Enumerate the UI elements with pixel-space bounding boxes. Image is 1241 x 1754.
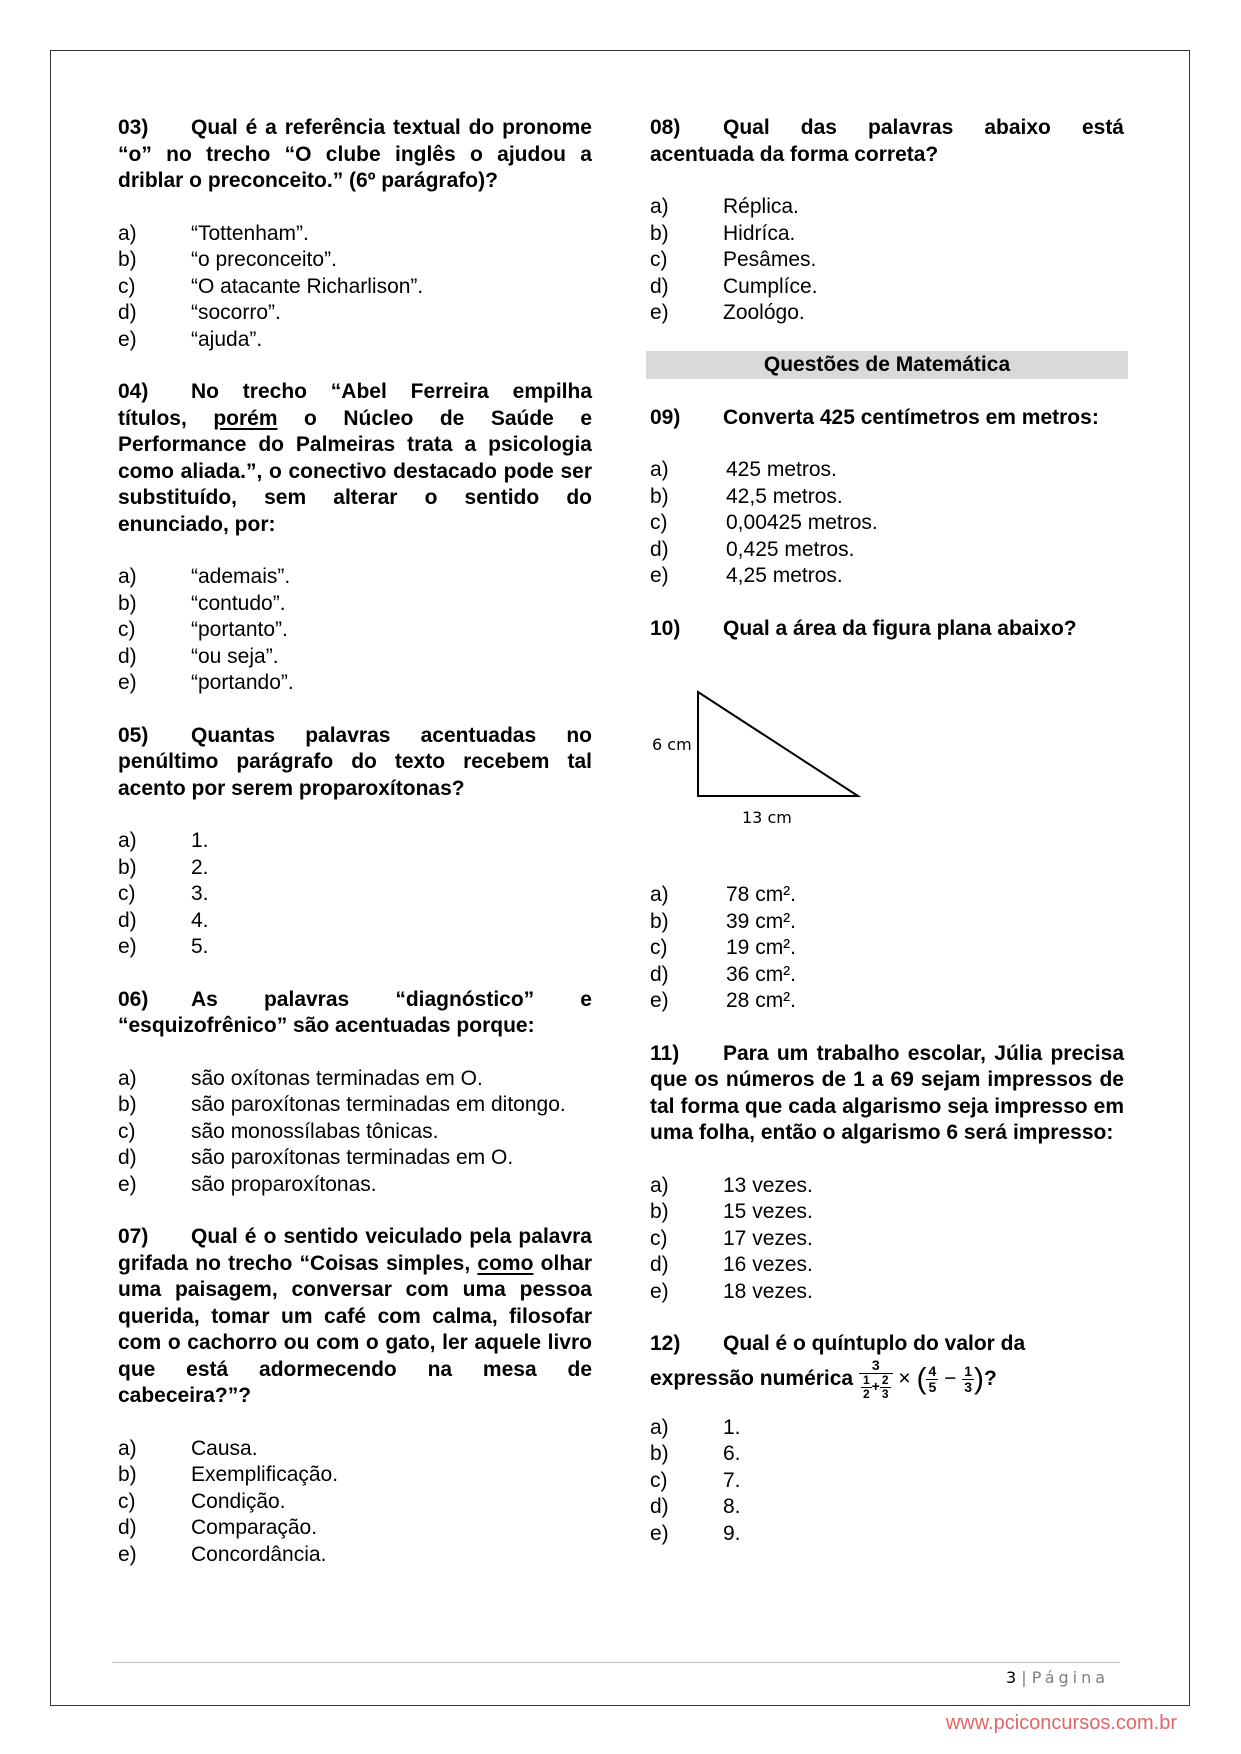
option-letter: e) bbox=[650, 1521, 669, 1545]
option-letter: c) bbox=[650, 511, 668, 534]
fraction-denominator: 2 bbox=[862, 1386, 870, 1401]
option-text: 2. bbox=[191, 855, 209, 879]
option-text: “O atacante Richarlison”. bbox=[191, 274, 424, 298]
option-e bbox=[118, 1542, 592, 1569]
option-d bbox=[118, 644, 592, 671]
option-c bbox=[650, 510, 1124, 537]
question-10 bbox=[650, 616, 1124, 643]
options-04 bbox=[118, 564, 592, 697]
option-b bbox=[650, 221, 1124, 248]
option-text: “portanto”. bbox=[191, 618, 288, 641]
option-a bbox=[118, 1066, 592, 1093]
option-letter: e) bbox=[650, 301, 669, 324]
option-letter: d) bbox=[118, 301, 137, 324]
question-text-line2: expressão numérica bbox=[650, 1366, 854, 1390]
fraction-numerator: 1 bbox=[964, 1362, 973, 1379]
question-07 bbox=[118, 1224, 592, 1410]
triangle-figure bbox=[650, 668, 1124, 868]
option-text: 425 metros. bbox=[726, 458, 837, 481]
option-letter: a) bbox=[650, 1173, 669, 1197]
question-05 bbox=[118, 723, 592, 803]
question-number: 09) bbox=[650, 405, 681, 429]
option-letter: d) bbox=[118, 908, 137, 932]
option-text: 6. bbox=[723, 1442, 741, 1465]
option-letter: e) bbox=[118, 1172, 137, 1196]
option-d bbox=[118, 300, 592, 327]
question-text-line1: Qual é o quíntuplo do valor da bbox=[723, 1332, 1026, 1355]
option-letter: d) bbox=[650, 274, 669, 298]
option-text: são oxítonas terminadas em O. bbox=[191, 1066, 483, 1090]
option-a bbox=[650, 194, 1124, 221]
option-letter: e) bbox=[650, 1279, 669, 1303]
option-text: 3. bbox=[191, 882, 209, 905]
option-letter: b) bbox=[118, 855, 137, 879]
option-text: “ou seja”. bbox=[191, 644, 279, 668]
page-number: 3 bbox=[1006, 1668, 1017, 1687]
option-text: Condição. bbox=[191, 1489, 286, 1513]
option-c bbox=[650, 247, 1124, 274]
underlined-word: porém bbox=[213, 406, 278, 430]
height-label: 6 cm bbox=[652, 735, 692, 754]
left-column bbox=[118, 115, 592, 1594]
option-d bbox=[650, 537, 1124, 564]
section-title-math: Questões de Matemática bbox=[646, 351, 1128, 379]
option-text: Pesâmes. bbox=[723, 248, 817, 271]
options-05 bbox=[118, 828, 592, 961]
option-letter: e) bbox=[650, 989, 669, 1012]
question-text: As palavras “diagnóstico” e “esquizofrênico” são acentuadas porque: bbox=[118, 987, 592, 1037]
option-c bbox=[650, 1226, 1124, 1253]
site-watermark: www.pciconcursos.com.br bbox=[945, 1712, 1177, 1734]
option-text: 78 cm². bbox=[726, 883, 797, 906]
option-letter: a) bbox=[118, 1436, 137, 1460]
option-b bbox=[650, 909, 1124, 936]
page-number-footer bbox=[1006, 1668, 1109, 1687]
option-letter: d) bbox=[650, 962, 669, 986]
question-number: 07) bbox=[118, 1225, 149, 1248]
question-text: Para um trabalho escolar, Júlia precisa que os números de 1 a 69 sejam impressos de tal forma que cada algarismo seja impresso em uma folha, então o algarismo 6 será impresso: bbox=[650, 1041, 1124, 1144]
option-a bbox=[118, 564, 592, 591]
option-text: Exemplificação. bbox=[191, 1463, 339, 1486]
options-08 bbox=[650, 194, 1124, 327]
option-a bbox=[650, 457, 1124, 484]
option-e bbox=[650, 563, 1124, 590]
option-letter: b) bbox=[650, 221, 669, 245]
minus-sign: − bbox=[944, 1366, 957, 1390]
option-letter: b) bbox=[650, 1200, 669, 1223]
option-c bbox=[118, 274, 592, 301]
option-letter: a) bbox=[650, 195, 669, 218]
option-letter: a) bbox=[650, 883, 669, 906]
question-12 bbox=[650, 1331, 1124, 1401]
option-letter: b) bbox=[118, 1093, 137, 1116]
question-text: Qual das palavras abaixo está acentuada da forma correta? bbox=[650, 116, 1124, 166]
option-e bbox=[118, 1172, 592, 1199]
option-d bbox=[650, 274, 1124, 301]
option-text: Zoológo. bbox=[723, 301, 805, 324]
option-text: 13 vezes. bbox=[723, 1173, 813, 1197]
option-letter: b) bbox=[118, 1463, 137, 1486]
option-e bbox=[118, 934, 592, 961]
option-letter: c) bbox=[650, 1226, 668, 1250]
option-letter: c) bbox=[118, 882, 136, 905]
inner-fraction-b bbox=[880, 1374, 891, 1401]
option-letter: c) bbox=[650, 248, 668, 271]
options-09 bbox=[650, 457, 1124, 590]
right-triangle-shape bbox=[698, 692, 858, 796]
option-text: são monossílabas tônicas. bbox=[191, 1119, 439, 1143]
option-text: 28 cm². bbox=[726, 989, 797, 1012]
option-letter: d) bbox=[118, 1146, 137, 1169]
question-number: 04) bbox=[118, 380, 149, 403]
paren-fraction-a bbox=[926, 1364, 938, 1395]
paren-fraction-b bbox=[962, 1364, 974, 1395]
option-letter: a) bbox=[650, 1415, 669, 1439]
option-letter: e) bbox=[118, 935, 137, 958]
fraction-numerator: 2 bbox=[881, 1372, 889, 1387]
option-letter: c) bbox=[118, 1489, 136, 1513]
right-column bbox=[650, 115, 1124, 1573]
option-letter: d) bbox=[118, 1516, 137, 1539]
option-e bbox=[650, 1521, 1124, 1548]
base-label: 13 cm bbox=[742, 808, 792, 827]
options-10 bbox=[650, 882, 1124, 1015]
option-letter: c) bbox=[118, 274, 136, 298]
option-text: 0,00425 metros. bbox=[726, 511, 878, 534]
fraction-denominator: 3 bbox=[881, 1386, 889, 1401]
question-text: Qual é a referência textual do pronome “o” no trecho “O clube inglês o ajudou a driblar o preconceito.” (6º parágrafo)? bbox=[118, 116, 592, 192]
option-letter: e) bbox=[650, 564, 669, 587]
option-letter: a) bbox=[118, 221, 137, 245]
option-text: 1. bbox=[723, 1415, 741, 1439]
option-letter: d) bbox=[650, 1253, 669, 1276]
option-b bbox=[650, 484, 1124, 511]
option-letter: a) bbox=[118, 1066, 137, 1090]
option-e bbox=[118, 327, 592, 354]
question-text: Qual a área da figura plana abaixo? bbox=[723, 616, 1077, 640]
option-b bbox=[650, 1441, 1124, 1468]
option-b bbox=[118, 247, 592, 274]
option-letter: b) bbox=[118, 248, 137, 271]
option-a bbox=[118, 1436, 592, 1463]
option-a bbox=[650, 882, 1124, 909]
option-d bbox=[650, 962, 1124, 989]
option-text: “portando”. bbox=[191, 671, 294, 694]
option-text: 9. bbox=[723, 1521, 741, 1545]
option-b bbox=[118, 591, 592, 618]
option-d bbox=[118, 908, 592, 935]
option-d bbox=[118, 1515, 592, 1542]
option-letter: e) bbox=[118, 327, 137, 351]
fraction-denominator bbox=[859, 1374, 893, 1401]
option-letter: e) bbox=[118, 671, 137, 694]
option-b bbox=[118, 1462, 592, 1489]
option-a bbox=[650, 1415, 1124, 1442]
option-e bbox=[650, 1279, 1124, 1306]
option-letter: c) bbox=[118, 1119, 136, 1143]
question-number: 06) bbox=[118, 987, 149, 1011]
option-text: Causa. bbox=[191, 1436, 258, 1460]
fraction-denominator: 3 bbox=[964, 1378, 973, 1395]
question-text-before: No trecho “Abel Ferreira empilha títulos, bbox=[118, 380, 592, 430]
underlined-word: como bbox=[477, 1251, 534, 1275]
question-text-after: o Núcleo de Saúde e Performance do Palmeiras trata a psicologia como aliada.”, o conectivo destacado pode ser substituído, sem alterar o sentido do enunciado, por: bbox=[118, 406, 593, 536]
option-text: 4. bbox=[191, 908, 209, 932]
question-number: 05) bbox=[118, 723, 149, 747]
question-number: 10) bbox=[650, 616, 681, 640]
option-d bbox=[650, 1252, 1124, 1279]
option-text: são paroxítonas terminadas em ditongo. bbox=[191, 1093, 566, 1116]
option-text: são proparoxítonas. bbox=[191, 1172, 377, 1196]
option-a bbox=[118, 828, 592, 855]
option-letter: b) bbox=[650, 484, 669, 508]
fraction-numerator: 3 bbox=[859, 1358, 893, 1374]
question-03 bbox=[118, 115, 592, 195]
option-letter: b) bbox=[650, 1442, 669, 1465]
option-text: 8. bbox=[723, 1495, 741, 1518]
option-text: 1. bbox=[191, 829, 209, 852]
question-08 bbox=[650, 115, 1124, 168]
question-number: 11) bbox=[650, 1041, 680, 1065]
option-text: Cumplíce. bbox=[723, 274, 818, 298]
option-text: 16 vezes. bbox=[723, 1253, 813, 1276]
option-letter: b) bbox=[650, 909, 669, 933]
options-12 bbox=[650, 1415, 1124, 1548]
option-text: “socorro”. bbox=[191, 301, 281, 324]
option-letter: d) bbox=[650, 537, 669, 561]
option-d bbox=[650, 1494, 1124, 1521]
option-a bbox=[650, 1173, 1124, 1200]
option-text: 36 cm². bbox=[726, 962, 797, 986]
option-letter: c) bbox=[650, 936, 668, 959]
options-06 bbox=[118, 1066, 592, 1199]
fraction-numerator: 1 bbox=[862, 1372, 870, 1387]
triangle-diagram bbox=[650, 668, 890, 868]
question-number: 03) bbox=[118, 116, 149, 139]
option-text: “contudo”. bbox=[191, 591, 286, 615]
page-word: Página bbox=[1031, 1668, 1110, 1687]
question-number: 12) bbox=[650, 1332, 681, 1355]
close-paren: ) bbox=[974, 1361, 985, 1395]
option-text: 15 vezes. bbox=[723, 1200, 813, 1223]
option-e bbox=[118, 670, 592, 697]
option-a bbox=[118, 221, 592, 248]
question-number: 08) bbox=[650, 116, 681, 139]
footer-separator: | bbox=[1021, 1668, 1027, 1687]
option-text: 39 cm². bbox=[726, 909, 797, 933]
option-text: são paroxítonas terminadas em O. bbox=[191, 1146, 514, 1169]
inner-fraction-a bbox=[861, 1374, 872, 1401]
option-text: 4,25 metros. bbox=[726, 564, 843, 587]
question-text: Quantas palavras acentuadas no penúltimo parágrafo do texto recebem tal acento por serem proparoxítonas? bbox=[118, 723, 592, 800]
option-text: 5. bbox=[191, 935, 209, 958]
option-letter: e) bbox=[118, 1542, 137, 1566]
question-11 bbox=[650, 1041, 1124, 1147]
option-letter: c) bbox=[650, 1468, 668, 1492]
question-04 bbox=[118, 379, 592, 538]
option-c bbox=[118, 881, 592, 908]
times-sign: × bbox=[898, 1366, 911, 1390]
question-09 bbox=[650, 405, 1124, 432]
option-letter: a) bbox=[650, 458, 669, 481]
options-11 bbox=[650, 1173, 1124, 1306]
option-text: Concordância. bbox=[191, 1542, 327, 1566]
expression-outer-fraction bbox=[859, 1358, 893, 1401]
option-c bbox=[650, 935, 1124, 962]
option-e bbox=[650, 988, 1124, 1015]
option-text: 42,5 metros. bbox=[726, 484, 843, 508]
option-e bbox=[650, 300, 1124, 327]
option-text: Comparação. bbox=[191, 1516, 318, 1539]
option-b bbox=[118, 1092, 592, 1119]
option-c bbox=[650, 1468, 1124, 1495]
option-text: “Tottenham”. bbox=[191, 221, 309, 245]
option-letter: a) bbox=[118, 565, 137, 588]
plus-sign: + bbox=[871, 1377, 880, 1394]
option-letter: a) bbox=[118, 829, 137, 852]
option-c bbox=[118, 617, 592, 644]
option-text: “ademais”. bbox=[191, 565, 291, 588]
option-text: 17 vezes. bbox=[723, 1226, 813, 1250]
option-letter: d) bbox=[650, 1495, 669, 1518]
options-03 bbox=[118, 221, 592, 354]
option-text: 0,425 metros. bbox=[726, 537, 855, 561]
footer-divider bbox=[112, 1662, 1120, 1663]
option-text: 7. bbox=[723, 1468, 741, 1492]
option-text: “o preconceito”. bbox=[191, 248, 337, 271]
option-b bbox=[650, 1199, 1124, 1226]
option-c bbox=[118, 1119, 592, 1146]
question-text-after: olhar uma paisagem, conversar com uma pessoa querida, tomar um café com calma, filosofar com o cachorro ou com o gato, ler aquele livro que está adormecendo na mesa de cabeceira?”? bbox=[118, 1251, 592, 1407]
option-d bbox=[118, 1145, 592, 1172]
option-text: Hidríca. bbox=[723, 221, 796, 245]
fraction-numerator: 4 bbox=[928, 1362, 937, 1379]
option-text: 19 cm². bbox=[726, 936, 797, 959]
option-c bbox=[118, 1489, 592, 1516]
question-mark: ? bbox=[984, 1366, 997, 1390]
fraction-denominator: 5 bbox=[928, 1378, 937, 1395]
option-text: Réplica. bbox=[723, 195, 799, 218]
question-06 bbox=[118, 987, 592, 1040]
option-letter: d) bbox=[118, 644, 137, 668]
option-text: 18 vezes. bbox=[723, 1279, 813, 1303]
option-text: “ajuda”. bbox=[191, 327, 263, 351]
options-07 bbox=[118, 1436, 592, 1569]
question-text-before: Qual é o sentido veiculado pela palavra grifada no trecho “Coisas simples, bbox=[118, 1225, 592, 1275]
option-letter: b) bbox=[118, 591, 137, 615]
option-letter: c) bbox=[118, 618, 136, 641]
option-b bbox=[118, 855, 592, 882]
open-paren: ( bbox=[916, 1361, 927, 1395]
question-text: Converta 425 centímetros em metros: bbox=[723, 405, 1099, 429]
